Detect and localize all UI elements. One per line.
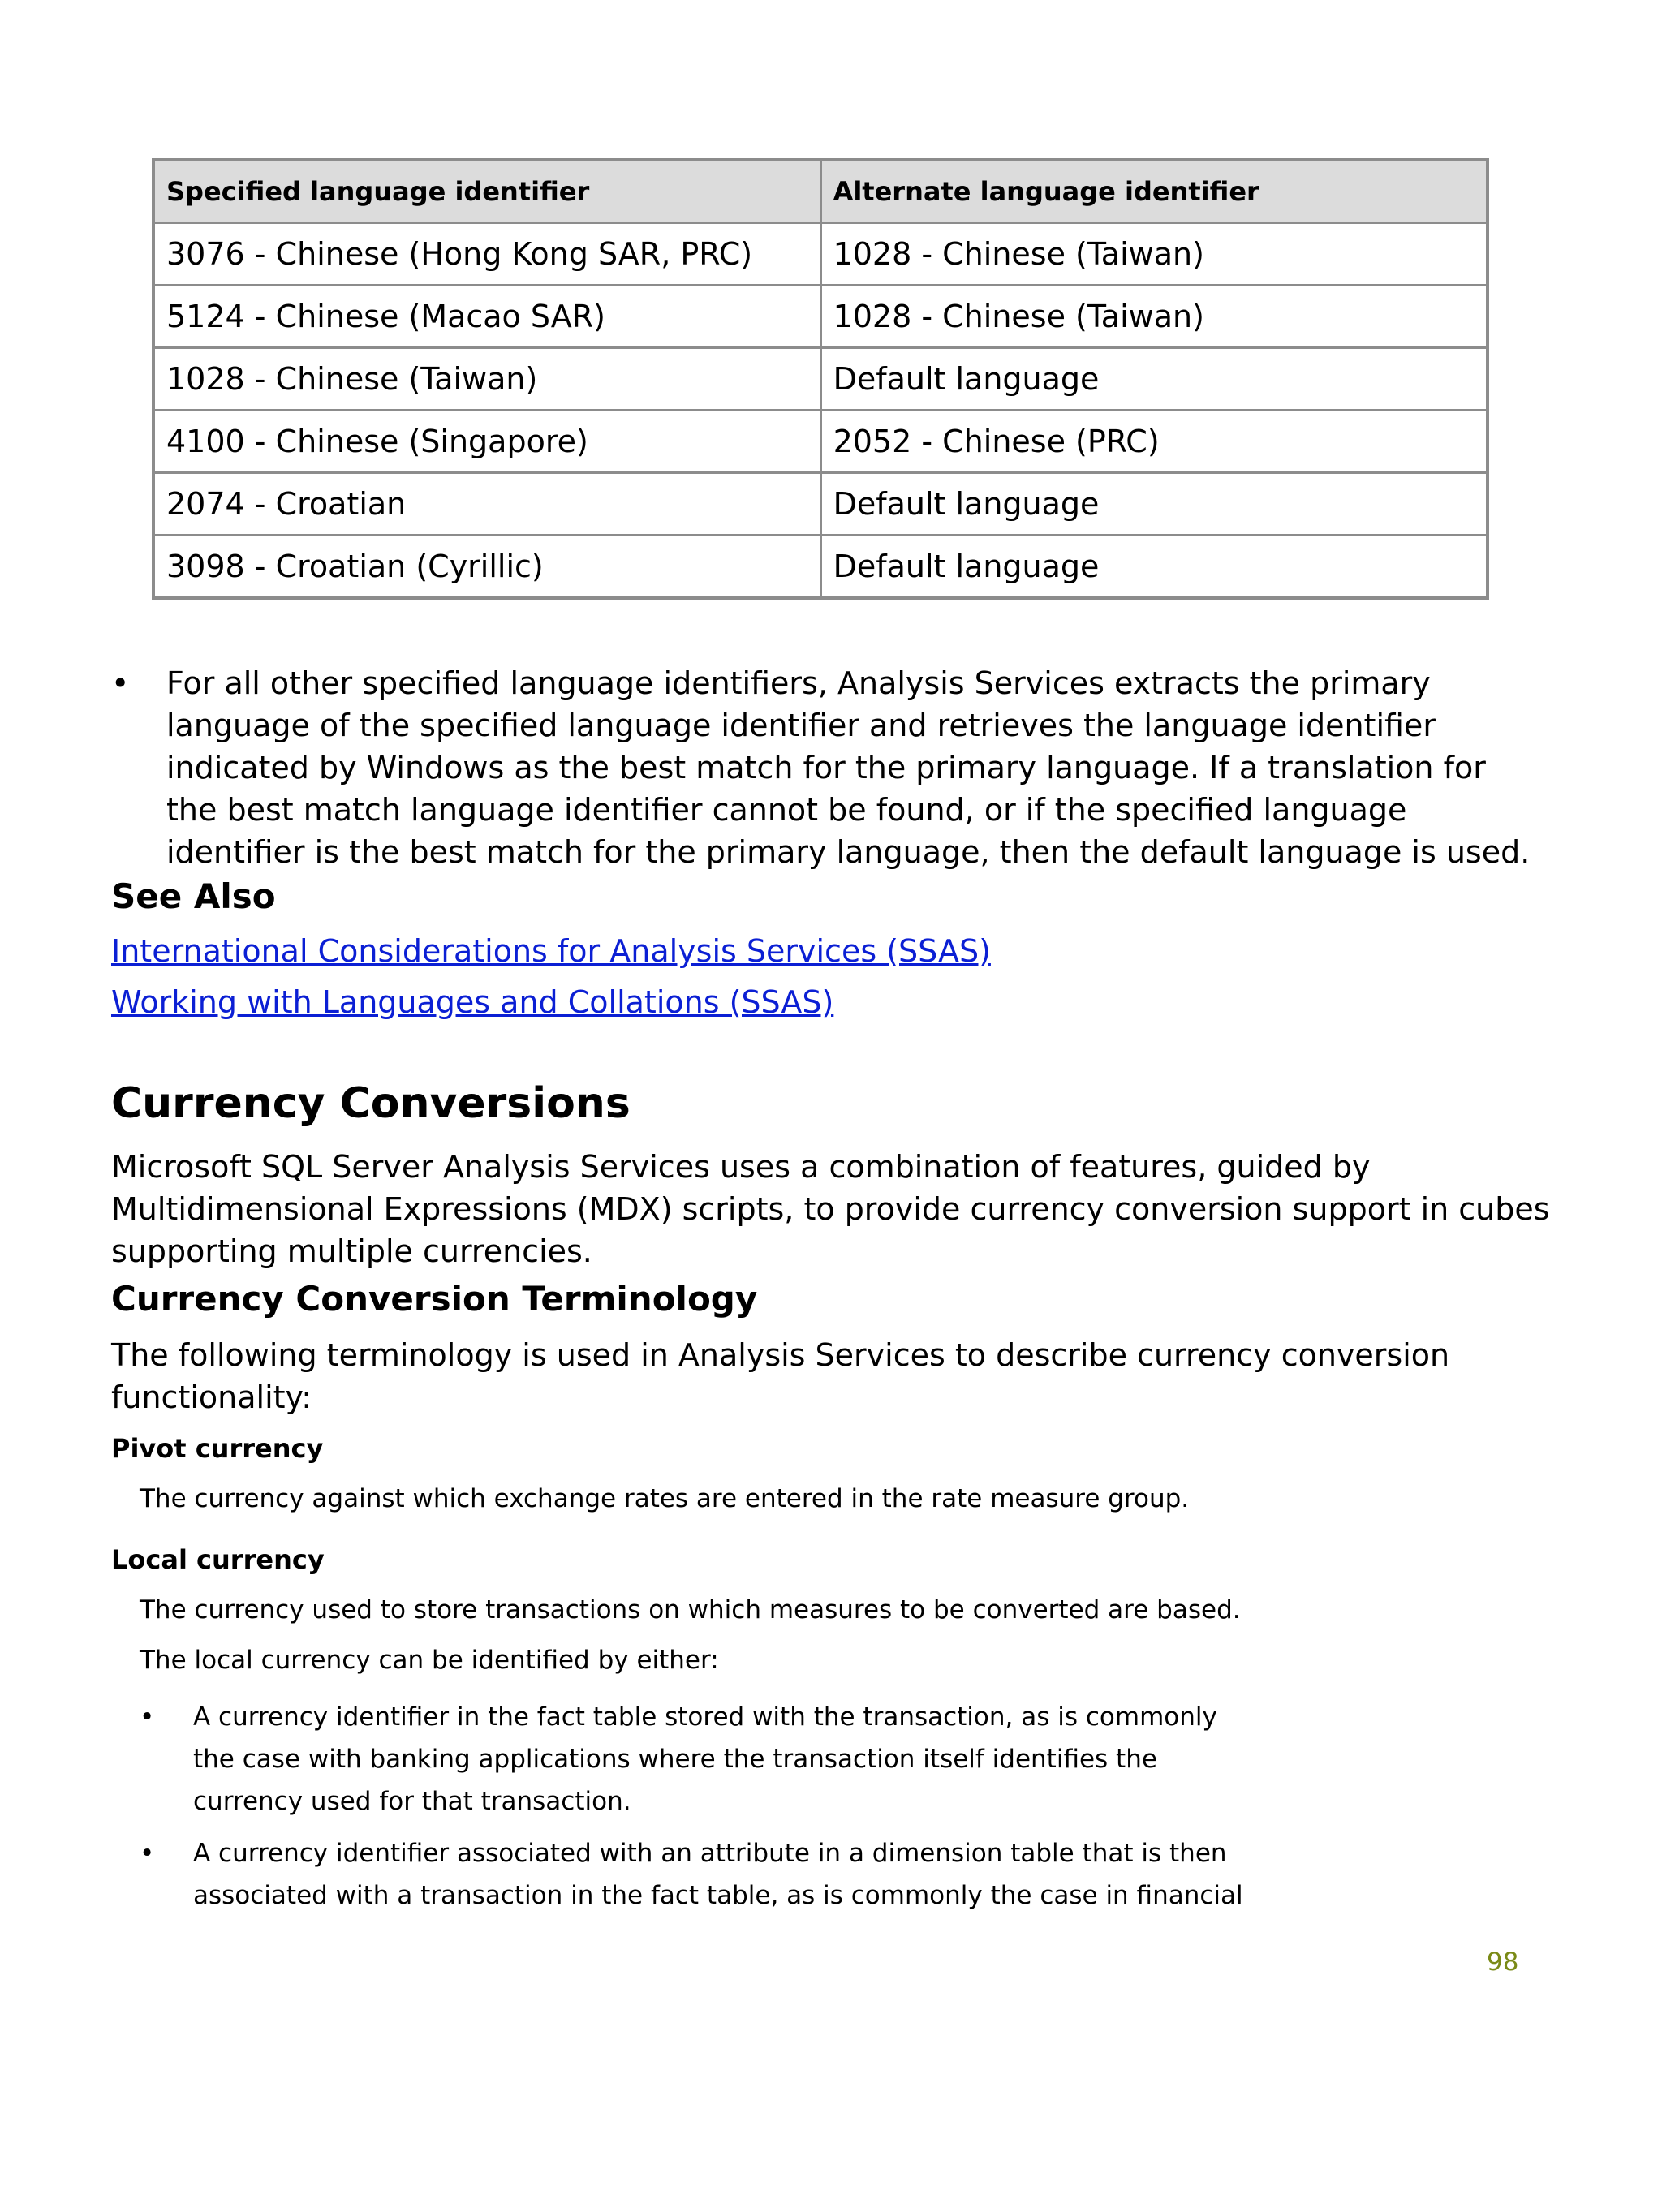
table-cell: 2074 - Croatian (153, 473, 820, 536)
language-identifier-table (152, 158, 1489, 600)
table-row (153, 473, 1488, 536)
table-header-alternate: Alternate language identifier (820, 160, 1488, 223)
list-item-text: A currency identifier associated with an attribute in a dimension table that is then associated with a transaction in the fact table, as is commonly the case in financial (193, 1839, 1243, 1910)
table-cell: Default language (820, 348, 1488, 411)
see-also-heading: See Also (111, 876, 276, 916)
term-pivot-currency: Pivot currency (111, 1433, 324, 1464)
table-cell: 1028 - Chinese (Taiwan) (820, 286, 1488, 348)
list-item-text: A currency identifier in the fact table stored with the transaction, as is commonly the case with banking applications where the transaction itself identifies the currency used for that transaction. (193, 1702, 1217, 1816)
section-intro: Microsoft SQL Server Analysis Services uses a combination of features, guided by Multidimensional Expressions (MDX) scripts, to provide currency conversion support in cubes supporting multiple currencies. (111, 1149, 1550, 1269)
table-row (153, 286, 1488, 348)
table-cell: 2052 - Chinese (PRC) (820, 411, 1488, 473)
table-cell: 3076 - Chinese (Hong Kong SAR, PRC) (153, 223, 820, 286)
table-row (153, 223, 1488, 286)
bullet-other-identifiers (111, 662, 1539, 873)
list-item (140, 1696, 1259, 1823)
link-international-considerations[interactable]: International Considerations for Analysis Services (SSAS) (111, 933, 991, 969)
table-cell: 1028 - Chinese (Taiwan) (153, 348, 820, 411)
table-row (153, 411, 1488, 473)
list-item (140, 1832, 1259, 1917)
term-local-currency: Local currency (111, 1544, 325, 1575)
definition-local-currency: The currency used to store transactions on which measures to be converted are based. (140, 1595, 1241, 1625)
table-header-row (153, 160, 1488, 223)
link-languages-collations[interactable]: Working with Languages and Collations (SSAS) (111, 984, 834, 1020)
bullet-dot-icon: • (140, 1702, 155, 1732)
section-title: Currency Conversions (111, 1079, 631, 1128)
table-cell: 4100 - Chinese (Singapore) (153, 411, 820, 473)
table-row (153, 348, 1488, 411)
table-cell: 5124 - Chinese (Macao SAR) (153, 286, 820, 348)
table-cell: 3098 - Croatian (Cyrillic) (153, 536, 820, 599)
table-header-specified: Specified language identifier (153, 160, 820, 223)
subsection-intro: The following terminology is used in Analysis Services to describe currency conversion functionality: (111, 1337, 1450, 1415)
subsection-title: Currency Conversion Terminology (111, 1279, 758, 1319)
bullet-dot-icon: • (111, 665, 130, 701)
bullet-dot-icon: • (140, 1839, 155, 1868)
definition-pivot-currency: The currency against which exchange rates are entered in the rate measure group. (140, 1484, 1190, 1513)
table-cell: 1028 - Chinese (Taiwan) (820, 223, 1488, 286)
bullet-text: For all other specified language identifiers, Analysis Services extracts the primary language of the specified language identifier and retrieves the language identifier indicated by Windows as the best match for the primary language. If a translation for the best match language identifier cannot be found, or if the specified language identifier is the best match for the primary language, then the default language is used. (166, 665, 1531, 870)
table-cell: Default language (820, 536, 1488, 599)
table-row (153, 536, 1488, 599)
local-currency-extra: The local currency can be identified by either: (140, 1646, 719, 1675)
page-number: 98 (1487, 1947, 1519, 1977)
table-cell: Default language (820, 473, 1488, 536)
